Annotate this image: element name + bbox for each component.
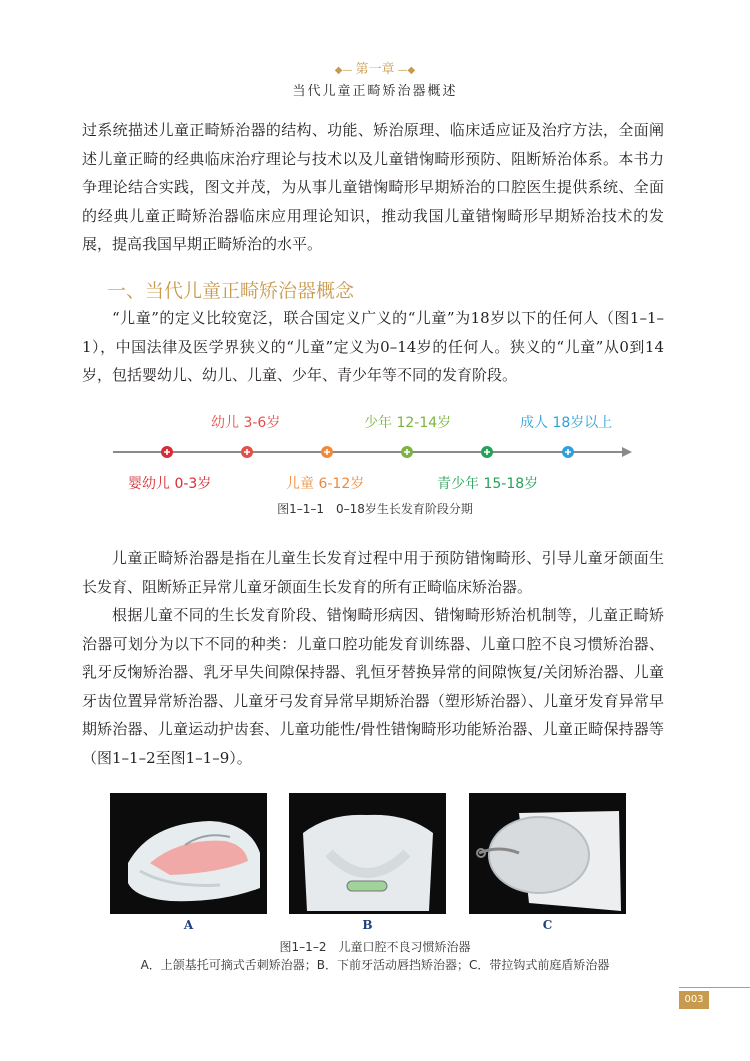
ornament-left-icon: ◆—: [334, 65, 353, 76]
photo-b: [289, 793, 446, 914]
timeline-label-3: 儿童 6-12岁: [286, 476, 365, 492]
chapter-label: [0, 58, 750, 77]
photo-a-label: A: [183, 918, 194, 932]
section-heading: 一、当代儿童正畸矫治器概念: [107, 280, 355, 302]
page-number-tab: [679, 987, 750, 1010]
growth-timeline: [0, 395, 750, 495]
definition-paragraph: “儿童”的定义比较宽泛，联合国定义广义的“儿童”为18岁以下的任何人（图1–1–1），中国法律及医学界狭义的“儿童”定义为0–14岁的任何人。狭义的“儿童”从0到14岁，包括婴幼儿、幼儿、儿童、少年、青少年等不同的发育阶段。: [82, 309, 664, 384]
timeline-label-5: 青少年 15-18岁: [437, 476, 539, 492]
photo-c: [469, 793, 626, 914]
photo-c-label: C: [542, 918, 553, 932]
timeline-dot-4: [401, 446, 413, 458]
timeline-dot-5: [481, 446, 493, 458]
appliance-definition-paragraph: 儿童正畸矫治器是指在儿童生长发育过程中用于预防错㥌畸形、引导儿童牙颌面生长发育、阻断矫正异常儿童牙颌面生长发育的所有正畸临床矫治器。: [82, 549, 664, 596]
timeline-dot-1: [161, 446, 173, 458]
timeline-dot-3: [321, 446, 333, 458]
page-number: 003: [679, 991, 709, 1009]
timeline-label-4: 少年 12-14岁: [364, 415, 452, 431]
timeline-caption: 图1–1–1 0–18岁生长发育阶段分期: [277, 502, 473, 516]
timeline-label-2: 幼儿 3-6岁: [211, 415, 281, 431]
ornament-right-icon: —◆: [397, 65, 416, 76]
figure2-caption-detail: A．上颌基托可摘式舌刺矫治器；B．下前牙活动唇挡矫治器；C．带拉钩式前庭盾矫治器: [140, 958, 610, 972]
timeline-label-6: 成人 18岁以上: [520, 415, 613, 431]
timeline-dot-2: [241, 446, 253, 458]
photo-b-label: B: [362, 918, 373, 932]
timeline-dot-6: [562, 446, 574, 458]
timeline-label-1: 婴幼儿 0-3岁: [128, 476, 212, 492]
photo-a: [110, 793, 267, 914]
timeline-arrow-icon: [622, 447, 632, 457]
appliance-classification-paragraph: 根据儿童不同的生长发育阶段、错㥌畸形病因、错㥌畸形矫治机制等，儿童正畸矫治器可划分为以下不同的种类：儿童口腔功能发育训练器、儿童口腔不良习惯矫治器、乳牙反㥌矫治器、乳牙早失间隙保持器、乳恒牙替换异常的间隙恢复/关闭矫治器、儿童牙齿位置异常矫治器、儿童牙弓发育异常早期矫治器（塑形矫治器）、儿童牙发育异常早期矫治器、儿童运动护齿套、儿童功能性/骨性错㥌畸形功能矫治器、儿童正畸保持器等（图1–1–2至图1–1–9）。: [82, 606, 664, 767]
running-title: 当代儿童正畸矫治器概述: [292, 84, 458, 99]
figure2-caption-title: 图1–1–2 儿童口腔不良习惯矫治器: [279, 940, 471, 954]
chapter-text: 第一章: [355, 62, 395, 77]
intro-paragraph: 过系统描述儿童正畸矫治器的结构、功能、矫治原理、临床适应证及治疗方法，全面阐述儿童正畸的经典临床治疗理论与技术以及儿童错㥌畸形预防、阻断矫治体系。本书力争理论结合实践，图文并茂，为从事儿童错㥌畸形早期矫治的口腔医生提供系统、全面的经典儿童正畸矫治器临床应用理论知识，推动我国儿童错㥌畸形早期矫治技术的发展，提高我国早期正畸矫治的水平。: [82, 121, 664, 253]
